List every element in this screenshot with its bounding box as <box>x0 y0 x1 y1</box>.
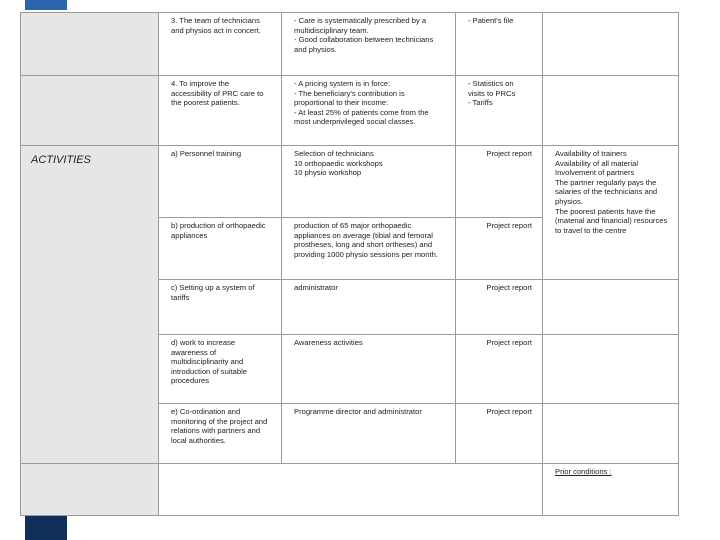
assumption-cell <box>543 13 679 76</box>
means-text: Programme director and administrator <box>294 407 422 416</box>
activity-cell <box>159 280 282 335</box>
activity-text: e) Co-ordination and monitoring of the project and relations with partners and local authorities. <box>171 407 268 445</box>
source-text: - Patient's file <box>468 16 514 25</box>
indicator-text: - The beneficiary's contribution is proportional to their income: <box>294 88 405 108</box>
indicator-cell <box>282 76 456 146</box>
table-row <box>21 76 679 146</box>
activity-text: b) production of orthopaedic appliances <box>171 221 266 240</box>
table-row <box>21 13 679 76</box>
means-text: Awareness activities <box>294 338 363 347</box>
preconditions-cell <box>543 464 679 516</box>
source-cell <box>456 404 543 464</box>
means-text: 10 orthopaedic workshops <box>294 158 383 168</box>
activity-text: a) Personnel training <box>171 149 242 158</box>
means-cell <box>282 404 456 464</box>
preconditions-label: Prior conditions : <box>555 467 612 476</box>
indicator-text: - Care is systematically prescribed by a multidisciplinary team. <box>294 16 427 35</box>
assumption-cell <box>543 404 679 464</box>
activity-cell <box>159 404 282 464</box>
activity-cell <box>159 218 282 280</box>
source-text: - Statistics on visits to PRCs <box>468 79 516 98</box>
table-row <box>21 464 679 516</box>
top-accent-bar <box>25 0 67 10</box>
means-cell <box>282 146 456 218</box>
indicator-text: - Good collaboration between technicians and physios. <box>294 35 434 54</box>
source-cell <box>456 280 543 335</box>
source-cell <box>456 335 543 404</box>
source-text: Project report <box>486 283 532 292</box>
logframe-table <box>20 12 679 516</box>
means-cell <box>282 280 456 335</box>
source-cell <box>456 13 543 76</box>
activity-text: d) work to increase awareness of multidisciplinarity and introduction of suitable procedures <box>171 338 247 386</box>
source-cell <box>456 76 543 146</box>
source-text: Project report <box>486 338 532 347</box>
indicator-text: - At least 25% of patients come from the most underprivileged social classes. <box>294 107 429 127</box>
table-row <box>21 146 679 218</box>
activities-label-cell <box>21 146 159 464</box>
means-text: 10 physio workshop <box>294 168 362 178</box>
assumptions-cell <box>543 146 679 280</box>
result-cell <box>159 13 282 76</box>
assumption-text: The poorest patients have the (material and financial) resources to travel to the centre <box>555 206 668 235</box>
assumption-text: Availability of trainers <box>555 149 627 158</box>
row-label-cell <box>21 464 159 516</box>
section-label: ACTIVITIES <box>31 154 91 166</box>
indicator-cell <box>282 13 456 76</box>
precondition-spacer-cell <box>159 464 543 516</box>
means-text: administrator <box>294 283 338 292</box>
means-cell <box>282 218 456 280</box>
assumption-text: Availability of all material <box>555 158 639 168</box>
means-text: production of 65 major orthopaedic appliances on average (tibial and femoral prostheses, long and short ortheses) and providing 1000 physio sessions per month. <box>294 221 438 259</box>
assumption-cell <box>543 280 679 335</box>
assumption-cell <box>543 335 679 404</box>
means-cell <box>282 335 456 404</box>
indicator-text: - A pricing system is in force: <box>294 79 391 88</box>
source-text: Project report <box>486 221 532 230</box>
assumption-text: Involvement of partners <box>555 168 635 178</box>
activity-cell <box>159 146 282 218</box>
source-text: Project report <box>486 149 532 158</box>
activity-text: c) Setting up a system of tariffs <box>171 283 255 302</box>
assumption-text: The partner regularly pays the salaries of the technicians and physios. <box>555 177 658 206</box>
row-label-cell <box>21 76 159 146</box>
source-cell <box>456 218 543 280</box>
source-text: - Tariffs <box>468 98 493 108</box>
result-text: 4. To improve the accessibility of PRC care to the poorest patients. <box>171 79 264 108</box>
result-text: 3. The team of technicians and physios act in concert. <box>171 16 261 35</box>
assumption-cell <box>543 76 679 146</box>
source-text: Project report <box>486 407 532 416</box>
means-text: Selection of technicians <box>294 149 374 158</box>
result-cell <box>159 76 282 146</box>
activity-cell <box>159 335 282 404</box>
source-cell <box>456 146 543 218</box>
row-label-cell <box>21 13 159 76</box>
